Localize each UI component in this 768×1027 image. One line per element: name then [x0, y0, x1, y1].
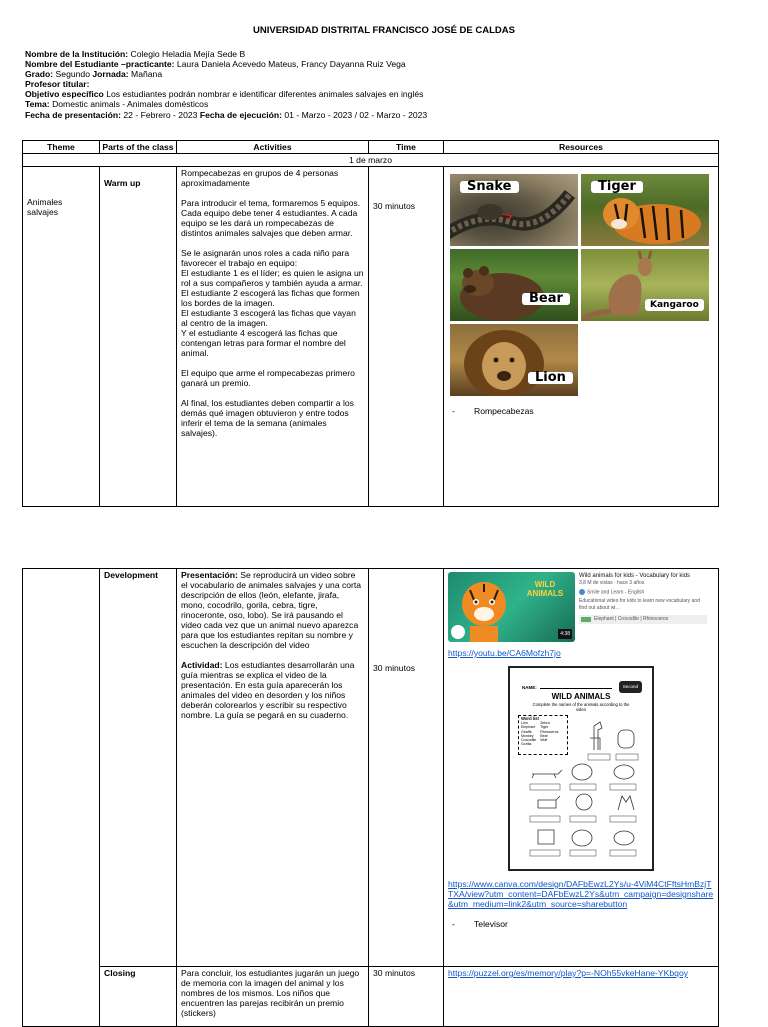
word-list-item: Giraffe: [521, 729, 532, 734]
development-time: 30 minutos: [369, 569, 444, 967]
teacher-line: Profesor titular:: [25, 79, 90, 90]
warmup-paragraph: Al final, los estudiantes deben compartir a los demás qué imagen obtuvieron y entre todos inferir el tema de la semana (animales salvajes).: [181, 398, 354, 438]
word-list-item: Rhinoceros: [540, 729, 559, 734]
kangaroo-image: [581, 249, 709, 321]
header-info: [25, 49, 745, 120]
document-title: UNIVERSIDAD DISTRITAL FRANCISCO JOSÉ DE CALDAS: [253, 25, 515, 36]
part-warmup: Warm up: [100, 167, 177, 507]
video-thumbnail[interactable]: [448, 572, 575, 642]
video-views: 3,8 M de vistas · hace 3 años: [579, 580, 645, 586]
lesson-table-development: [22, 568, 719, 1027]
warmup-paragraph: Para introducir el tema, formaremos 5 equipos. Cada equipo debe tener 4 estudiantes. A cada equipo se les dará un rompecabezas de distintos animales salvajes que deben armar.: [181, 198, 361, 238]
youtube-link[interactable]: https://youtu.be/CA6Mofzh7jo: [448, 648, 561, 658]
animal-label: Bear: [522, 293, 570, 305]
closing-time: 30 minutos: [369, 967, 444, 1027]
objective-line: Objetivo específico Los estudiantes podrán nombrar e identificar diferentes animales salvajes en inglés: [25, 89, 424, 100]
worksheet-animal-drawings: [510, 668, 652, 869]
word-list-title: Word list: [521, 716, 539, 721]
video-thumb-title: WILD ANIMALS: [526, 580, 564, 598]
word-list-item: Crocodile: [521, 738, 537, 743]
word-list-item: Gorilla: [521, 742, 532, 747]
worksheet-badge: Second: [619, 681, 642, 693]
channel-avatar-icon: [579, 589, 585, 595]
snake-image: [450, 174, 578, 246]
puzzel-link[interactable]: https://puzzel.org/es/memory/play?p=-NOh55vkeHane-YKbqoy: [448, 968, 689, 978]
worksheet-title: WILD ANIMALS: [551, 692, 611, 701]
theme-cell: Animales salvajes: [23, 167, 100, 507]
animal-label: Snake: [460, 181, 519, 193]
col-header-resources: Resources: [444, 141, 719, 154]
closing-row: [23, 967, 719, 1027]
warmup-time: 30 minutos: [369, 167, 444, 507]
warmup-paragraph: El equipo que arme el rompecabezas primero ganará un premio.: [181, 368, 355, 388]
part-development: Development: [100, 569, 177, 967]
topic-line: Tema: Domestic animals - Animales domésticos: [25, 99, 209, 110]
warmup-paragraph: Rompecabezas en grupos de 4 personas aproximadamente: [181, 168, 339, 188]
dates-line: Fecha de presentación: 22 - Febrero - 2023 Fecha de ejecución: 01 - Marzo - 2023 / 02 - Marzo - 2023: [25, 109, 428, 120]
closing-activities: Para concluir, los estudiantes jugarán un juego de memoria con la imagen del animal y los nombres de los mismos. Los niños que encuentren las parejas recibirán un premio (stickers): [177, 967, 369, 1027]
closing-resources: [444, 967, 719, 1027]
word-list-item: Lion: [521, 721, 528, 726]
worksheet-subtitle: Complete the names of the animals according to the video: [532, 702, 630, 712]
word-list-item: Tiger: [540, 725, 549, 730]
resource-item: - Rompecabezas: [452, 406, 534, 416]
warmup-resources: [444, 167, 719, 507]
warmup-activities: [177, 167, 369, 507]
warmup-paragraph: Se le asignarán unos roles a cada niño para favorecer el trabajo en equipo: El estudiante 1 es el líder; es quien le asigna un rol a sus compañeros y también ayuda a armar. El estudiante 2 escogerá las fichas que formen los bordes de la imagen. El estudiante 3 escogerá las fichas que vayan al centro de la imagen. Y el estudiante 4 escogerá las fichas que contengan letras para formar el nombre del animal.: [181, 248, 364, 358]
word-list-item: Monkey: [521, 733, 534, 738]
video-chapter[interactable]: Elephant | Crocodile | Rhinoceros: [579, 615, 707, 624]
date-cell: 1 de marzo: [23, 154, 719, 167]
col-header-time: Time: [369, 141, 444, 154]
presentation-paragraph: Presentación: Se reproducirá un video sobre el vocabulario de animales salvajes y una corta descripción de ellos (león, elefante, jirafa, mono, cocodrilo, gorila, cebra, tigre, rinoceronte, oso, lobo). Se irá pausando el video cada vez que un animal nuevo aparezca para que los estudiantes repitan su nombre y escuchen la descripción del video: [181, 570, 362, 650]
video-channel[interactable]: Smile and Learn - English: [579, 589, 707, 596]
worksheet-name-label: NAME:: [522, 685, 537, 690]
development-resources: [444, 569, 719, 967]
part-closing: Closing: [100, 967, 177, 1027]
word-list-item: Wolf: [540, 738, 548, 743]
institution-line: Nombre de la Institución: Colegio Heladia Mejía Sede B: [25, 49, 246, 59]
canva-link[interactable]: https://www.canva.com/design/DAFbEwzL2Ys/u-4ViM4CtFftsHmBzjTTXA/view?utm_content=DAFbEwzL2Ys&utm_campaign=designshare&utm_medium=link2&utm_source=sharebutton: [448, 879, 714, 909]
theme-cell-empty: [23, 569, 100, 1027]
student-line: Nombre del Estudiante –practicante: Laura Daniela Acevedo Mateus, Francy Dayanna Ruiz Vega: [25, 59, 406, 70]
video-description: Educational video for kids to learn new vocabulary and find out about wi...: [579, 598, 700, 612]
word-list-item: Bear: [540, 733, 548, 738]
word-list-item: Elephant: [521, 725, 536, 730]
development-row: [23, 569, 719, 967]
lesson-table-warmup: [22, 140, 719, 507]
bear-image: [450, 249, 578, 321]
tiger-image: [581, 174, 709, 246]
col-header-parts: Parts of the class: [100, 141, 177, 154]
table-header-row: [23, 141, 719, 154]
col-header-theme: Theme: [23, 141, 100, 154]
animal-label: Tiger: [591, 181, 643, 193]
wild-animals-worksheet: [508, 666, 654, 871]
col-header-activities: Activities: [177, 141, 369, 154]
activity-paragraph: Actividad: Los estudiantes desarrollarán una guía mientras se explica el video de la presentación. En esta guía aparecerán los animales del video en desorden y los niños deberán colorearlos y escribir su respectivo nombre. La guía se pegará en su cuaderno.: [181, 660, 355, 720]
date-row: [23, 154, 719, 167]
animal-label: Lion: [528, 372, 573, 384]
lion-image: [450, 324, 578, 396]
word-list-item: Zebra: [540, 721, 550, 726]
chapter-thumb-icon: [581, 617, 591, 622]
video-title[interactable]: Wild animals for kids - Vocabulary for kids: [579, 573, 691, 579]
youtube-video-preview[interactable]: [448, 572, 714, 642]
video-duration: 4:38: [560, 631, 570, 637]
animal-puzzle-images: [450, 174, 714, 396]
grade-line: Grado: Segundo Jornada: Mañana: [25, 69, 163, 80]
video-metadata: [575, 572, 707, 642]
warmup-row: [23, 167, 719, 507]
development-activities: [177, 569, 369, 967]
animal-label: Kangaroo: [645, 299, 704, 311]
resource-item: - Televisor: [452, 919, 508, 929]
